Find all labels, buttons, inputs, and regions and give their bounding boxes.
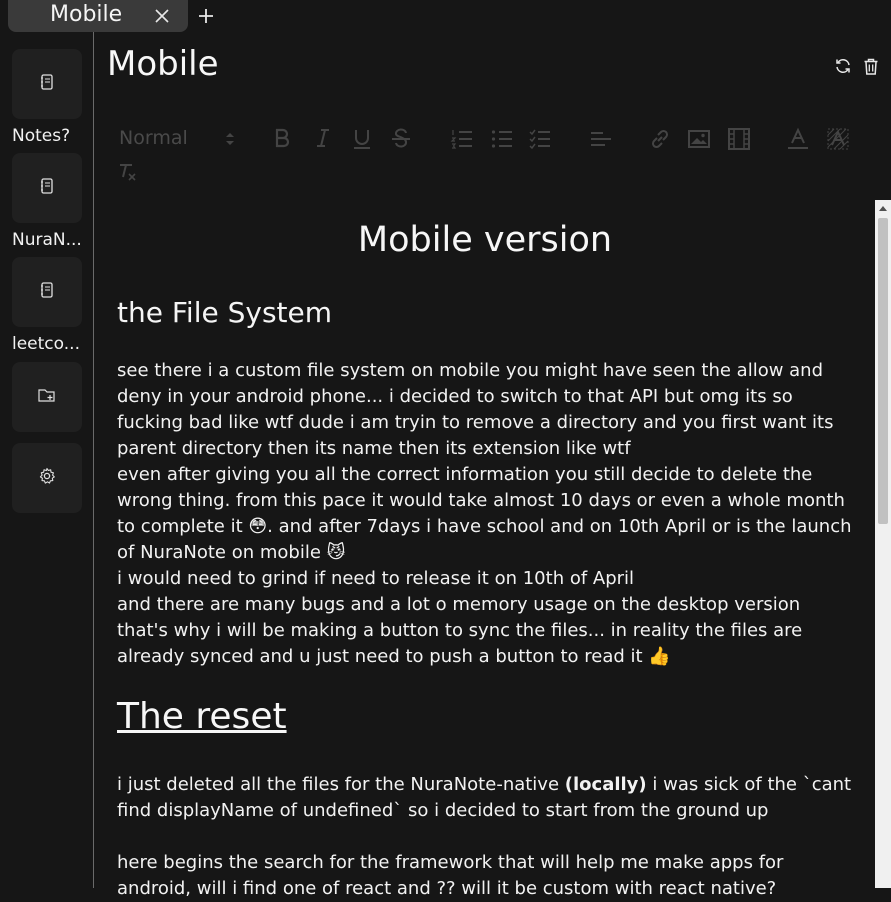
paragraph-file-system — [117, 358, 855, 670]
tab-mobile[interactable] — [8, 0, 188, 32]
text-line: of NuraNote on mobile 😼 — [117, 542, 346, 563]
highlight-icon[interactable] — [827, 128, 849, 150]
text-line: here begins the search for the framework that will help me make apps for — [117, 852, 784, 873]
paragraph-framework — [117, 850, 855, 902]
sort-arrows-icon — [225, 131, 235, 151]
editor-scrollbar[interactable] — [875, 200, 891, 888]
align-left-icon[interactable] — [590, 131, 612, 147]
text-line: deny in your android phone... i decided to switch to that API but omg its so — [117, 386, 793, 407]
paragraph-reset — [117, 772, 855, 824]
text-line: even after giving you all the correct information you still decide to delete the — [117, 464, 813, 485]
text-line: to complete it 😳. and after 7days i have school and on 10th April or is the launch — [117, 516, 852, 537]
heading-file-system: the File System — [117, 296, 333, 329]
ordered-list-icon[interactable] — [451, 129, 473, 149]
text-line: parent directory then its name then its extension like wtf — [117, 438, 631, 459]
clear-format-icon[interactable] — [117, 162, 139, 182]
editor-toolbar — [107, 120, 877, 190]
tab-bar — [0, 0, 891, 32]
text-line: see there i a custom file system on mobile you might have seen the allow and — [117, 360, 824, 381]
text-line: wrong thing. from this pace it would take almost 10 days or even a whole month — [117, 490, 845, 511]
text-line: find displayName of undefined` so i decided to start from the ground up — [117, 800, 769, 821]
sidebar-divider — [93, 32, 94, 888]
text-line — [117, 772, 855, 798]
bold-icon[interactable] — [273, 128, 291, 148]
video-icon[interactable] — [728, 128, 750, 150]
heading-select[interactable] — [119, 126, 241, 152]
document-title: Mobile version — [357, 220, 613, 260]
text-line: already synced and u just need to push a button to read it 👍 — [117, 646, 671, 667]
sidebar-item-label: NuraN... — [12, 230, 82, 250]
scroll-thumb[interactable] — [878, 218, 888, 524]
text-line: fucking bad like wtf dude i am tryin to remove a directory and you first want its — [117, 412, 834, 433]
text-span: i was sick of the `cant — [646, 774, 852, 795]
text-span: i just deleted all the files for the NuraNote-native — [117, 774, 565, 795]
underline-icon[interactable] — [352, 128, 372, 150]
text-line: that's why i will be making a button to sync the files... in reality the files are — [117, 620, 803, 641]
text-line: and there are many bugs and a lot o memory usage on the desktop version — [117, 594, 801, 615]
sidebar-item-notes[interactable] — [12, 49, 82, 119]
plus-icon[interactable] — [192, 2, 220, 30]
text-color-icon[interactable] — [787, 128, 809, 150]
new-folder-button[interactable] — [12, 362, 82, 432]
image-icon[interactable] — [688, 129, 710, 149]
bold-text: (locally) — [564, 774, 647, 795]
heading-the-reset: The reset — [117, 696, 287, 737]
trash-icon[interactable] — [861, 56, 881, 76]
text-line: android, will i find one of react and ?? will it be custom with react native? — [117, 878, 777, 899]
notebook-icon — [40, 74, 54, 94]
gear-icon — [38, 467, 56, 489]
italic-icon[interactable] — [315, 128, 331, 148]
sidebar-item-leetcode[interactable] — [12, 257, 82, 327]
sidebar-item-label: Notes? — [12, 126, 71, 146]
sidebar-item-label: leetco... — [12, 334, 80, 354]
strikethrough-icon[interactable] — [391, 128, 411, 150]
sidebar-item-nuranote[interactable] — [12, 153, 82, 223]
settings-button[interactable] — [12, 443, 82, 513]
text-line: i would need to grind if need to release it on 10th of April — [117, 568, 635, 589]
refresh-icon[interactable] — [833, 56, 853, 76]
heading-select-value: Normal — [119, 127, 188, 149]
page-title: Mobile — [107, 44, 219, 84]
link-icon[interactable] — [649, 128, 671, 150]
notebook-icon — [40, 282, 54, 302]
editor-content[interactable] — [95, 200, 875, 899]
check-list-icon[interactable] — [529, 129, 551, 149]
folder-plus-icon — [38, 387, 56, 407]
scroll-up-icon[interactable] — [875, 200, 891, 216]
close-icon[interactable] — [146, 2, 178, 30]
tab-label: Mobile — [50, 2, 123, 27]
bullet-list-icon[interactable] — [491, 129, 513, 149]
notebook-icon — [40, 178, 54, 198]
